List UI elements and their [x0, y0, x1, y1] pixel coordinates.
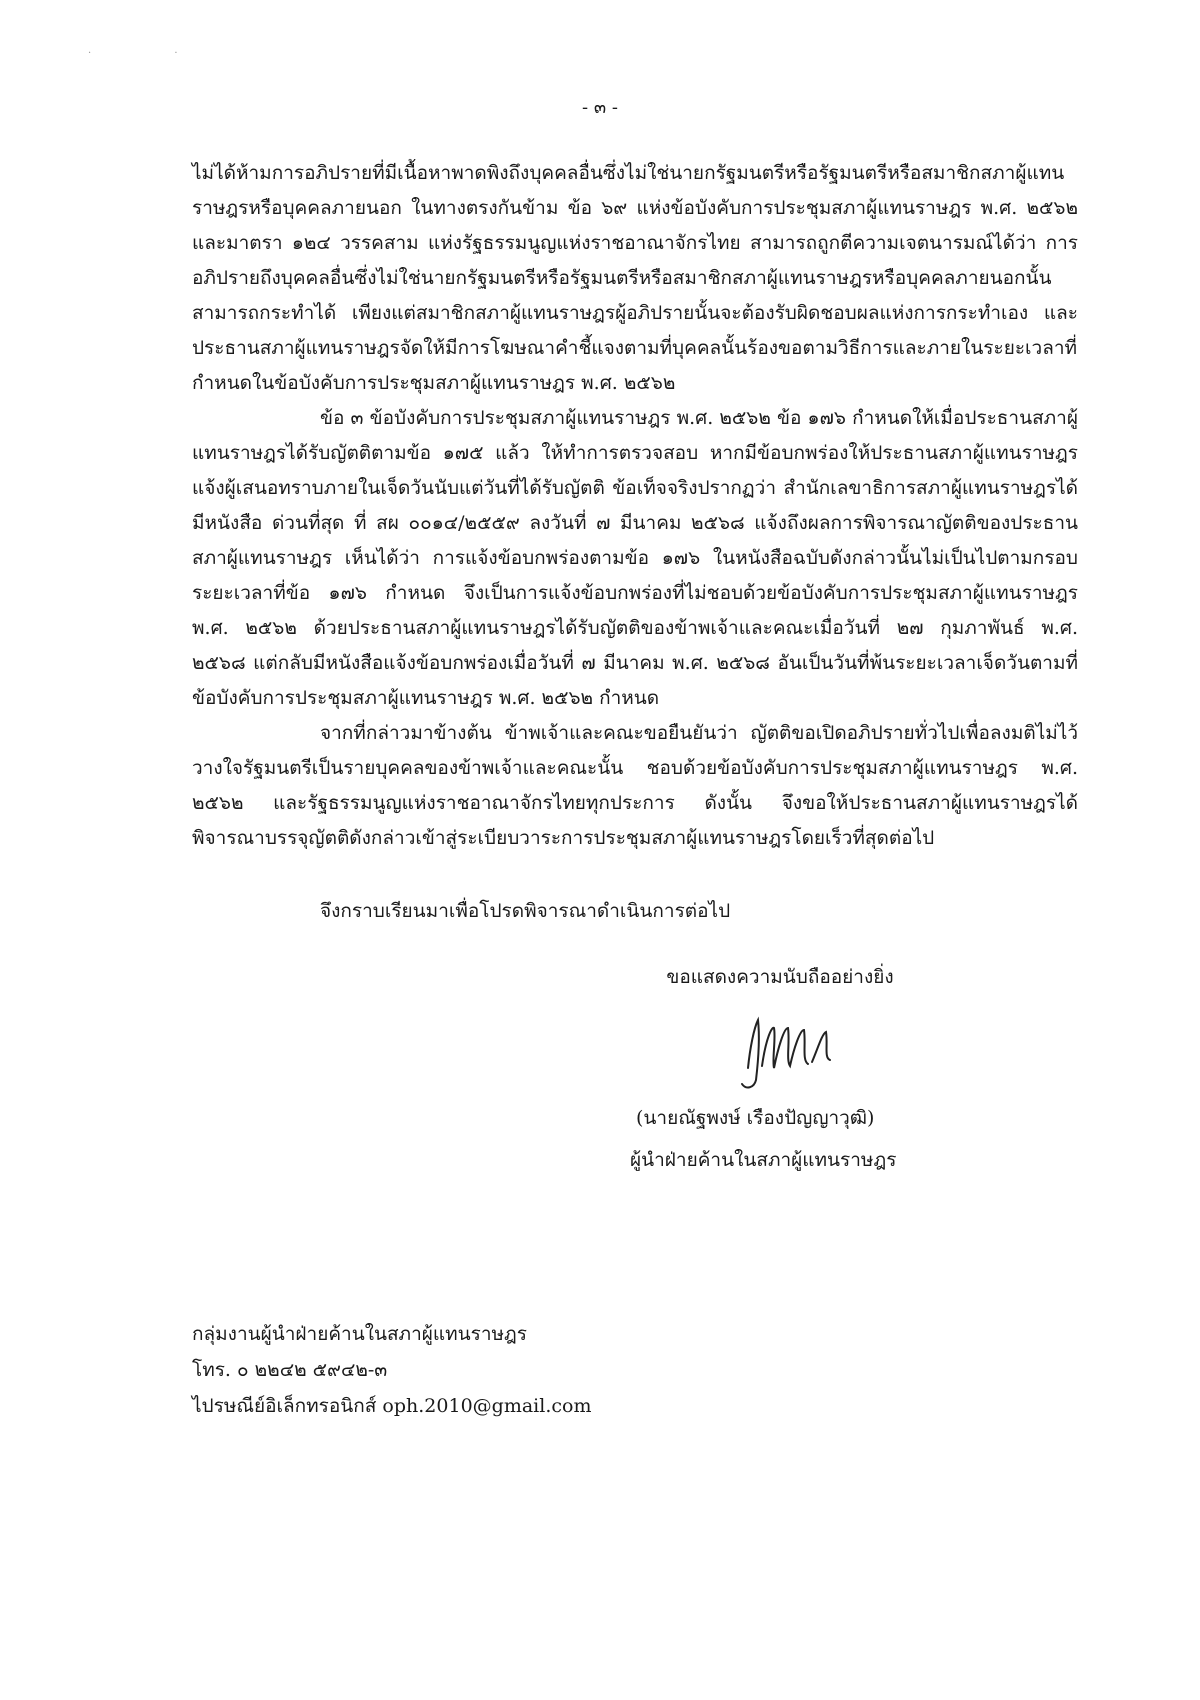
paragraph-3: จากที่กล่าวมาข้างต้น ข้าพเจ้าและคณะขอยืนยันว่า ญัตติขอเปิดอภิปรายทั่วไปเพื่อลงมติไม่ไว้วางใจรัฐมนตรีเป็นรายบุคคลของข้าพเจ้าและคณะนั้น ชอบด้วยข้อบังคับการประชุมสภาผู้แทนราษฎร พ.ศ. ๒๕๖๒ และรัฐธรรมนูญแห่งราชอาณาจักรไทยทุกประการ ดังนั้น จึงขอให้ประธานสภาผู้แทนราษฎรได้พิจารณาบรรจุญัตติดังกล่าวเข้าสู่ระเบียบวาระการประชุมสภาผู้แทนราษฎรโดยเร็วที่สุดต่อไป [192, 722, 1078, 849]
letter-body [192, 156, 1078, 856]
closing-line: จึงกราบเรียนมาเพื่อโปรดพิจารณาดำเนินการต่อไป [320, 900, 731, 922]
paragraph-1: ไม่ได้ห้ามการอภิปรายที่มีเนื้อหาพาดพิงถึงบุคคลอื่นซึ่งไม่ใช่นายกรัฐมนตรีหรือรัฐมนตรีหรือสมาชิกสภาผู้แทนราษฎรหรือบุคคลภายนอก ในทางตรงกันข้าม ข้อ ๖๙ แห่งข้อบังคับการประชุมสภาผู้แทนราษฎร พ.ศ. ๒๕๖๒ และมาตรา ๑๒๔ วรรคสาม แห่งรัฐธรรมนูญแห่งราชอาณาจักรไทย สามารถถูกตีความเจตนารมณ์ได้ว่า การอภิปรายถึงบุคคลอื่นซึ่งไม่ใช่นายกรัฐมนตรีหรือรัฐมนตรีหรือสมาชิกสภาผู้แทนราษฎรหรือบุคคลภายนอกนั้น สามารถกระทำได้ เพียงแต่สมาชิกสภาผู้แทนราษฎรผู้อภิปรายนั้นจะต้องรับผิดชอบผลแห่งการกระทำเอง และประธานสภาผู้แทนราษฎรจัดให้มีการโฆษณาคำชี้แจงตามที่บุคคลนั้นร้องขอตามวิธีการและภายในระยะเวลาที่กำหนดในข้อบังคับการประชุมสภาผู้แทนราษฎร พ.ศ. ๒๕๖๒ [192, 162, 1078, 394]
signature-block [600, 960, 960, 994]
salutation: ขอแสดงความนับถืออย่างยิ่ง [666, 966, 894, 988]
handwritten-signature [728, 1008, 848, 1098]
footer-office: กลุ่มงานผู้นำฝ่ายค้านในสภาผู้แทนราษฎร [192, 1323, 528, 1345]
page-number: - ๓ - [582, 97, 618, 118]
scan-marks: · · [88, 48, 218, 59]
contact-footer [192, 1316, 591, 1424]
signer-title: ผู้นำฝ่ายค้านในสภาผู้แทนราษฎร [630, 1149, 897, 1171]
footer-phone: โทร. ๐ ๒๒๔๒ ๕๙๔๒-๓ [192, 1359, 388, 1381]
paragraph-2: ข้อ ๓ ข้อบังคับการประชุมสภาผู้แทนราษฎร พ.ศ. ๒๕๖๒ ข้อ ๑๗๖ กำหนดให้เมื่อประธานสภาผู้แทนราษฎรได้รับญัตติตามข้อ ๑๗๕ แล้ว ให้ทำการตรวจสอบ หากมีข้อบกพร่องให้ประธานสภาผู้แทนราษฎรแจ้งผู้เสนอทราบภายในเจ็ดวันนับแต่วันที่ได้รับญัตติ ข้อเท็จจริงปรากฏว่า สำนักเลขาธิการสภาผู้แทนราษฎรได้มีหนังสือ ด่วนที่สุด ที่ สผ ๐๐๑๔/๒๕๕๙ ลงวันที่ ๗ มีนาคม ๒๕๖๘ แจ้งถึงผลการพิจารณาญัตติของประธานสภาผู้แทนราษฎร เห็นได้ว่า การแจ้งข้อบกพร่องตามข้อ ๑๗๖ ในหนังสือฉบับดังกล่าวนั้นไม่เป็นไปตามกรอบระยะเวลาที่ข้อ ๑๗๖ กำหนด จึงเป็นการแจ้งข้อบกพร่องที่ไม่ชอบด้วยข้อบังคับการประชุมสภาผู้แทนราษฎร พ.ศ. ๒๕๖๒ ด้วยประธานสภาผู้แทนราษฎรได้รับญัตติของข้าพเจ้าและคณะเมื่อวันที่ ๒๗ กุมภาพันธ์ พ.ศ. ๒๕๖๘ แต่กลับมีหนังสือแจ้งข้อบกพร่องเมื่อวันที่ ๗ มีนาคม พ.ศ. ๒๕๖๘ อันเป็นวันที่พ้นระยะเวลาเจ็ดวันตามที่ข้อบังคับการประชุมสภาผู้แทนราษฎร พ.ศ. ๒๕๖๒ กำหนด [192, 407, 1078, 709]
signer-name: (นายณัฐพงษ์ เรืองปัญญาวุฒิ) [636, 1107, 875, 1129]
footer-email: ไปรษณีย์อิเล็กทรอนิกส์ oph.2010@gmail.com [192, 1395, 592, 1417]
